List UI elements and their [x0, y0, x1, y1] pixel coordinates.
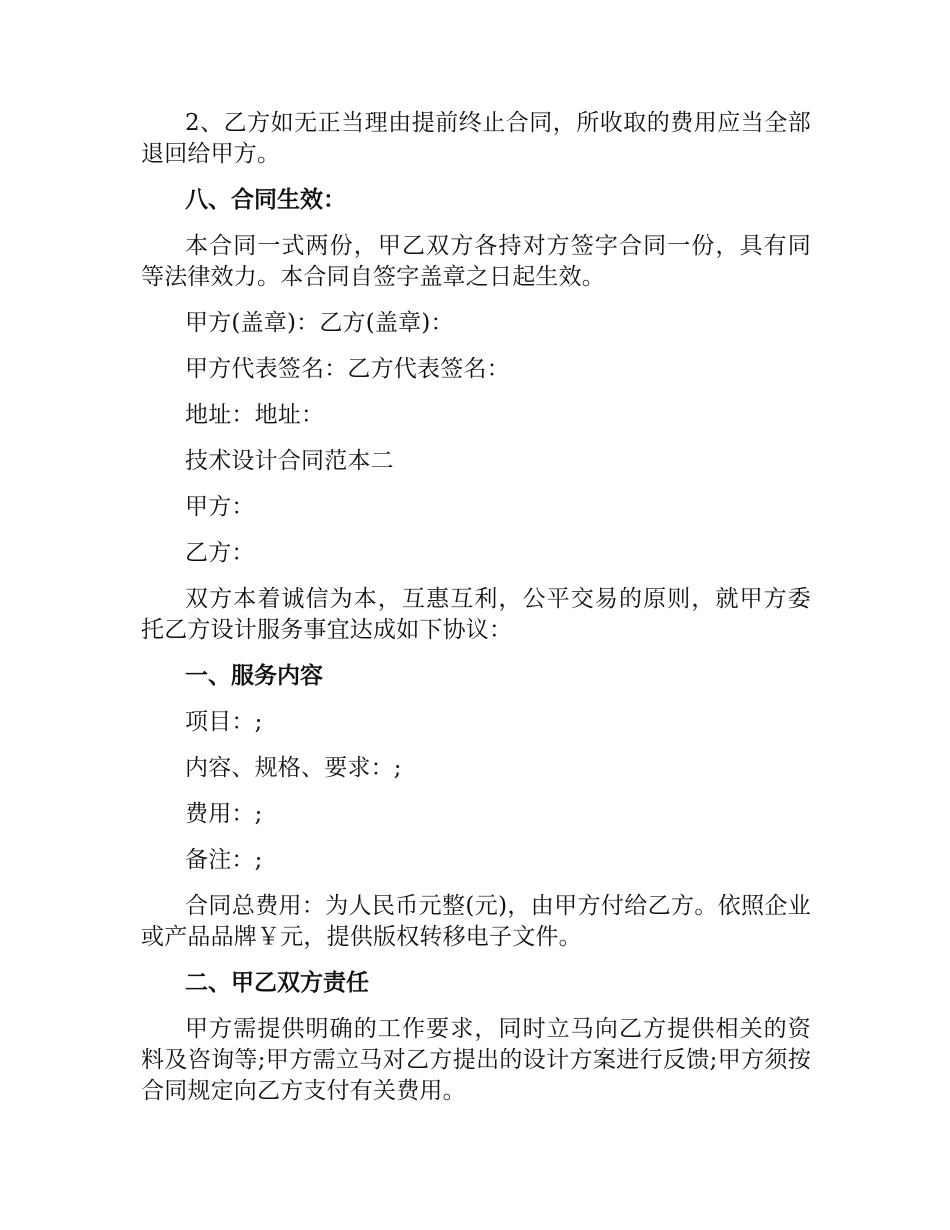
paragraph-party-b: 乙方： [185, 540, 255, 566]
paragraph-template-title: 技术设计合同范本二 [185, 448, 394, 474]
paragraph-specifications: 内容、规格、要求：; [185, 755, 402, 781]
paragraph-remarks: 备注：; [185, 847, 263, 873]
paragraph-agreement-intro: 双方本着诚信为本，互惠互利，公平交易的原则，就甲方委托乙方设计服务事宜达成如下协议： [141, 586, 811, 643]
paragraph-contract-copies: 本合同一式两份，甲乙双方各持对方签字合同一份，具有同等法律效力。本合同自签字盖章之日起生效。 [141, 233, 811, 290]
paragraph-party-a-duties: 甲方需提供明确的工作要求，同时立马向乙方提供相关的资料及咨询等;甲方需立马对乙方提出的设计方案进行反馈;甲方须按合同规定向乙方支付有关费用。 [141, 1016, 811, 1104]
paragraph-address-line: 地址：地址： [185, 402, 325, 428]
heading-service-content: 一、服务内容 [185, 663, 323, 689]
paragraph-fees: 费用：; [185, 801, 263, 827]
heading-responsibilities: 二、甲乙双方责任 [185, 970, 369, 996]
paragraph-total-fee: 合同总费用：为人民币元整(元)，由甲方付给乙方。依照企业或产品品牌￥元，提供版权转移电子文件。 [141, 893, 811, 950]
paragraph-seal-line: 甲方(盖章)：乙方(盖章)： [185, 310, 454, 336]
paragraph-party-a: 甲方： [185, 494, 255, 520]
paragraph-signature-line: 甲方代表签名：乙方代表签名： [185, 356, 510, 382]
paragraph-project: 项目：; [185, 709, 263, 735]
document-body [141, 108, 811, 1107]
heading-contract-effective: 八、合同生效： [185, 187, 346, 213]
paragraph-termination-refund: 2、乙方如无正当理由提前终止合同，所收取的费用应当全部退回给甲方。 [141, 110, 811, 167]
